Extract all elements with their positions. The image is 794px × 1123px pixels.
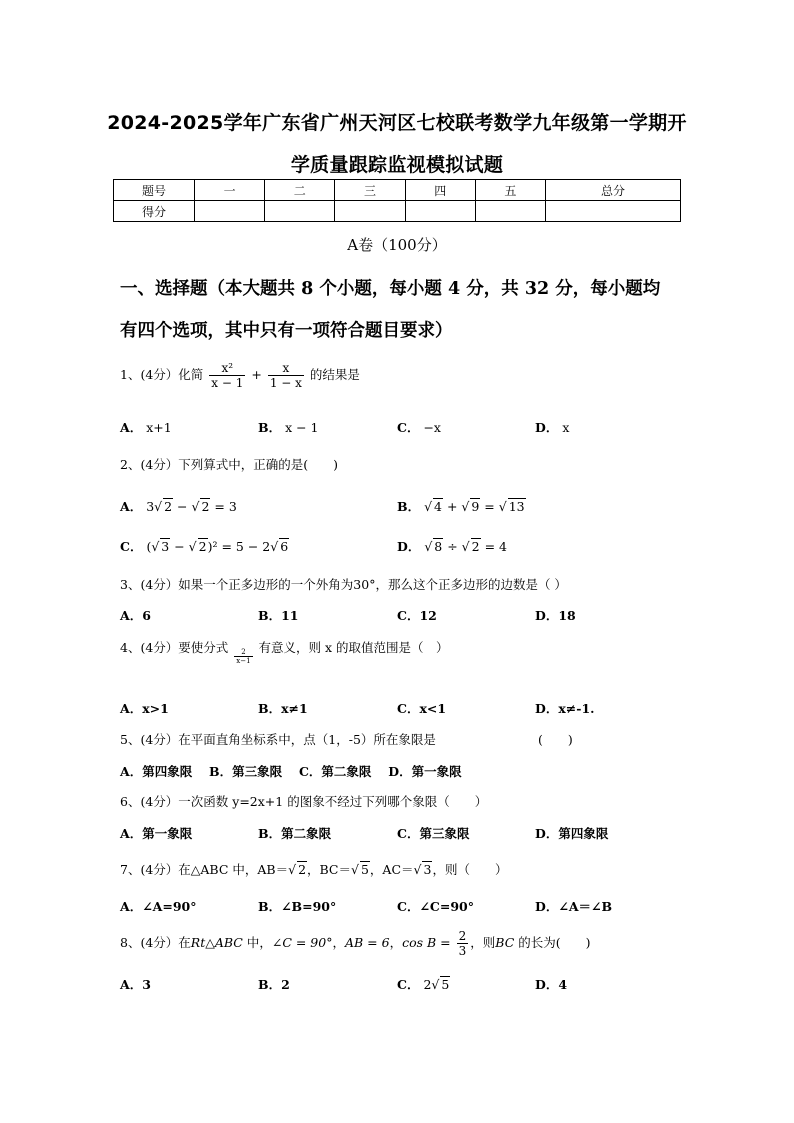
question-6: 6、(4分）一次函数 y=2x+1 的图象不经过下列哪个象限（ ） xyxy=(120,794,488,809)
q6-option-a[interactable]: A．第一象限 xyxy=(120,826,193,841)
exam-title-line2: 学质量跟踪监视模拟试题 xyxy=(290,154,504,176)
q8-option-c[interactable]: C． 2√ 5 xyxy=(397,975,450,993)
section-heading-line2: 有四个选项，其中只有一项符合题目要求） xyxy=(120,321,453,341)
q7-option-a[interactable]: A．∠A=90° xyxy=(120,899,197,914)
question-4: 4、(4分）要使分式 $\frac{2}{x-1}$ 有意义，则 x 的取值范围是（ ） xyxy=(120,640,449,665)
question-7: 7、(4分）在△ABC 中，AB＝√ 2，BC＝√ 5，AC＝√ 3，则（ ） xyxy=(120,860,507,878)
question-3: 3、(4分）如果一个正多边形的一个外角为30°，那么这个正多边形的边数是（ ） xyxy=(120,577,567,592)
q6-option-d[interactable]: D．第四象限 xyxy=(535,826,609,841)
q2-option-a[interactable]: A． 3√ 2 − √ 2 = 3 xyxy=(120,497,237,515)
q8-option-a[interactable]: A．3 xyxy=(120,977,151,992)
q7-option-c[interactable]: C．∠C=90° xyxy=(397,899,474,914)
q6-option-b[interactable]: B．第二象限 xyxy=(258,826,332,841)
q2-option-b[interactable]: B． √ 4 + √ 9 = √ 13 xyxy=(397,497,526,515)
q1-option-d[interactable]: D． x xyxy=(535,420,570,435)
score-cell-2: 二 xyxy=(265,180,335,201)
score-input-1[interactable] xyxy=(195,201,265,222)
score-row-label: 得分 xyxy=(114,201,195,222)
q8-fraction: $\frac{2}{3}$ xyxy=(458,929,467,958)
q3-option-c[interactable]: C．12 xyxy=(397,608,437,623)
q8-option-b[interactable]: B．2 xyxy=(258,977,290,992)
q5-options[interactable]: A．第四象限 B．第三象限 C．第二象限 D．第一象限 xyxy=(120,764,462,779)
q4-option-d[interactable]: D．x≠-1. xyxy=(535,701,595,716)
score-cell-5: 五 xyxy=(475,180,545,201)
q2-option-c[interactable]: C． (√ 3 − √ 2)² = 5 − 2√ 6 xyxy=(120,537,289,555)
score-table-score-row xyxy=(114,201,681,222)
q4-option-b[interactable]: B．x≠1 xyxy=(258,701,308,716)
question-5: 5、(4分）在平面直角坐标系中，点（1，-5）所在象限是 xyxy=(120,732,436,747)
score-table xyxy=(113,179,681,222)
q1-option-a[interactable]: A． x+1 xyxy=(120,420,172,435)
q5-answer-paren: ( ) xyxy=(538,732,573,747)
volume-heading: A卷（100分） xyxy=(347,236,447,254)
score-cell-3: 三 xyxy=(335,180,405,201)
score-input-4[interactable] xyxy=(405,201,475,222)
q4-fraction: $\frac{2}{x-1}$ xyxy=(236,648,251,665)
score-cell-total: 总分 xyxy=(546,180,681,201)
q1-fraction-2: $\frac{x}{1 - x}$ xyxy=(269,361,302,390)
score-input-5[interactable] xyxy=(475,201,545,222)
score-cell-4: 四 xyxy=(405,180,475,201)
question-1: 1、(4分）化简 $\frac{\text{x²}}{x - 1}$ + $\frac{x}{1 - x}$ 的结果是 xyxy=(120,361,360,390)
q1-fraction-1: $\frac{\text{x²}}{x - 1}$ xyxy=(211,361,244,390)
question-2: 2、(4分）下列算式中，正确的是( ) xyxy=(120,457,339,472)
q8-option-d[interactable]: D．4 xyxy=(535,977,568,992)
exam-title-line1: 2024-2025学年广东省广州天河区七校联考数学九年级第一学期开 xyxy=(107,112,687,134)
section-heading-line1: 一、选择题（本大题共 8 个小题，每小题 4 分，共 32 分，每小题均 xyxy=(120,279,661,299)
q3-option-d[interactable]: D．18 xyxy=(535,608,576,623)
q7-option-d[interactable]: D．∠A＝∠B xyxy=(535,899,613,914)
q1-option-c[interactable]: C． −x xyxy=(397,420,441,435)
score-input-total[interactable] xyxy=(546,201,681,222)
q4-option-c[interactable]: C．x<1 xyxy=(397,701,447,716)
q1-option-b[interactable]: B． x − 1 xyxy=(258,420,319,435)
q6-option-c[interactable]: C．第三象限 xyxy=(397,826,470,841)
score-table-header-row xyxy=(114,180,681,201)
score-cell-label: 题号 xyxy=(114,180,195,201)
q2-option-d[interactable]: D． √ 8 ÷ √ 2 = 4 xyxy=(397,537,507,555)
question-8: 8、(4分）在Rt△ABC 中，∠C = 90°，AB = 6，cos B = $\frac{2}{3}$ ，则BC 的长为( ) xyxy=(120,929,591,958)
score-cell-1: 一 xyxy=(195,180,265,201)
score-input-3[interactable] xyxy=(335,201,405,222)
q7-option-b[interactable]: B．∠B=90° xyxy=(258,899,337,914)
q4-option-a[interactable]: A．x>1 xyxy=(120,701,169,716)
q3-option-a[interactable]: A．6 xyxy=(120,608,151,623)
score-input-2[interactable] xyxy=(265,201,335,222)
q3-option-b[interactable]: B．11 xyxy=(258,608,299,623)
